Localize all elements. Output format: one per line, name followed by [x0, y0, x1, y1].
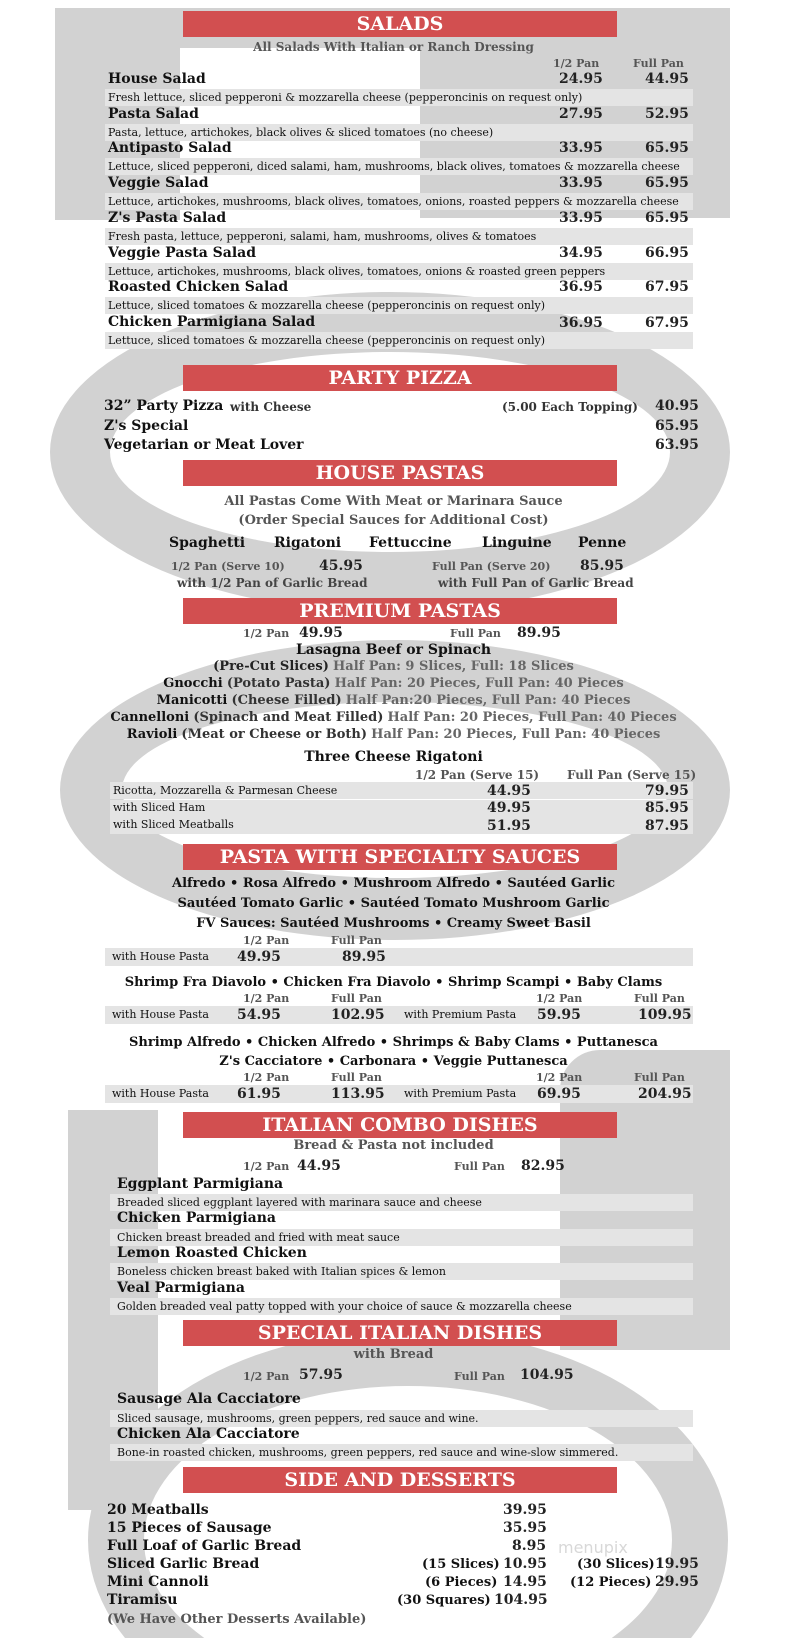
spec-house-half: 49.95 [237, 949, 281, 965]
combo-item-name: Lemon Roasted Chicken [117, 1245, 307, 1261]
premium-row-name: Cannelloni [110, 710, 190, 725]
salad-name: Chicken Parmigiana Salad [108, 314, 316, 330]
side-name: Full Loaf of Garlic Bread [107, 1538, 302, 1554]
spec-full-label: Full Pan [331, 1071, 382, 1084]
side-name: Mini Cannoli [107, 1574, 209, 1590]
salad-full-price: 44.95 [645, 71, 689, 87]
special-item-name: Chicken Ala Cacciatore [117, 1426, 300, 1442]
three-cheese-full-label: Full Pan (Serve 15) [567, 768, 697, 782]
side-price: 14.95 [503, 1574, 547, 1590]
three-cheese-half-label: 1/2 Pan (Serve 15) [415, 768, 540, 782]
side-name: Tiramisu [107, 1592, 178, 1608]
spec-half-label: 1/2 Pan [536, 992, 583, 1005]
spec-full-label: Full Pan [634, 1071, 685, 1084]
salad-name: Antipasto Salad [108, 140, 232, 156]
premium-row-paren: (Spinach and Meat Filled) [193, 710, 384, 725]
three-cheese-half-price: 51.95 [487, 818, 531, 834]
three-cheese-full-price: 87.95 [645, 818, 689, 834]
sauce-line: FV Sauces: Sautéed Mushrooms • Creamy Sweet Basil [196, 916, 591, 931]
combo-full-label: Full Pan [454, 1160, 505, 1173]
combo-item-desc: Golden breaded veal patty topped with your choice of sauce & mozzarella cheese [117, 1300, 572, 1313]
desserts-footer: (We Have Other Desserts Available) [107, 1612, 367, 1627]
salad-full-price: 52.95 [645, 106, 689, 122]
combo-banner: ITALIAN COMBO DISHES [183, 1112, 617, 1138]
house-pasta-label: with House Pasta [112, 1008, 209, 1021]
spec-half-label: 1/2 Pan [243, 1071, 290, 1084]
salads-half-label: 1/2 Pan [553, 57, 600, 70]
spec-house-full: 102.95 [331, 1007, 385, 1023]
combo-full-price: 82.95 [521, 1158, 565, 1174]
premium-row-paren: (Meat or Cheese or Both) [181, 727, 368, 742]
special-note: with Bread [353, 1347, 434, 1362]
lasagna-detail-counts: Half Pan: 9 Slices, Full: 18 Slices [333, 659, 574, 674]
three-cheese-full-price: 79.95 [645, 783, 689, 799]
combo-half-label: 1/2 Pan [243, 1160, 290, 1173]
salad-name: House Salad [108, 71, 206, 87]
pizza-price: 65.95 [655, 418, 699, 434]
premium-row-name: Ravioli [126, 727, 178, 742]
combo-item-desc: Chicken breast breaded and fried with meat sauce [117, 1231, 400, 1244]
side-price: 10.95 [503, 1556, 547, 1572]
premium-half-price: 49.95 [299, 625, 343, 641]
salad-name: Z's Pasta Salad [108, 210, 227, 226]
sauce-line: Z's Cacciatore • Carbonara • Veggie Puttanesca [219, 1054, 568, 1069]
premium-row-detail: Half Pan: 20 Pieces, Full Pan: 40 Pieces [387, 710, 677, 725]
premium-row-detail: Half Pan:20 Pieces, Full Pan: 40 Pieces [345, 693, 631, 708]
three-cheese-half-price: 44.95 [487, 783, 531, 799]
salad-desc: Lettuce, sliced tomatoes & mozzarella cheese (pepperoncinis on request only) [108, 299, 546, 312]
premium-row-paren: (Potato Pasta) [226, 676, 331, 691]
spec-house-half: 61.95 [237, 1086, 281, 1102]
premium-full-label: Full Pan [450, 627, 501, 640]
side-qty-large: (30 Slices) [577, 1557, 655, 1572]
special-item-desc: Bone-in roasted chicken, mushrooms, green peppers, red sauce and wine-slow simmered. [117, 1446, 619, 1459]
special-half-label: 1/2 Pan [243, 1370, 290, 1383]
side-name: Sliced Garlic Bread [107, 1556, 260, 1572]
sauce-line: Shrimp Alfredo • Chicken Alfredo • Shrimps & Baby Clams • Puttanesca [129, 1035, 658, 1050]
premium-row-detail: Half Pan: 20 Pieces, Full Pan: 40 Pieces [334, 676, 624, 691]
salad-full-price: 66.95 [645, 245, 689, 261]
spec-house-full: 89.95 [342, 949, 386, 965]
spec-full-label: Full Pan [331, 934, 382, 947]
premium-pasta-label: with Premium Pasta [404, 1008, 517, 1021]
spec-full-label: Full Pan [331, 992, 382, 1005]
spec-half-label: 1/2 Pan [243, 992, 290, 1005]
salad-half-price: 33.95 [559, 175, 603, 191]
three-cheese-half-price: 49.95 [487, 800, 531, 816]
salad-desc: Pasta, lettuce, artichokes, black olives & sliced tomatoes (no cheese) [108, 126, 494, 139]
spec-prem-half: 59.95 [537, 1007, 581, 1023]
special-half-price: 57.95 [299, 1367, 343, 1383]
salad-desc: Lettuce, sliced tomatoes & mozzarella cheese (pepperoncinis on request only) [108, 334, 546, 347]
house-half-label: 1/2 Pan (Serve 10) [171, 560, 285, 573]
salad-full-price: 65.95 [645, 175, 689, 191]
side-price: 39.95 [503, 1502, 547, 1518]
side-name: 15 Pieces of Sausage [107, 1520, 272, 1536]
combo-item-desc: Boneless chicken breast baked with Italian spices & lemon [117, 1265, 446, 1278]
three-cheese-title: Three Cheese Rigatoni [304, 749, 483, 765]
pasta-type: Linguine [482, 535, 552, 551]
premium-half-label: 1/2 Pan [243, 627, 290, 640]
combo-half-price: 44.95 [297, 1158, 341, 1174]
lasagna-title: Lasagna Beef or Spinach [295, 642, 492, 658]
three-cheese-desc: Ricotta, Mozzarella & Parmesan Cheese [113, 784, 338, 797]
spec-prem-full: 109.95 [638, 1007, 692, 1023]
sauce-line: Alfredo • Rosa Alfredo • Mushroom Alfredo • Sautéed Garlic [172, 876, 615, 891]
premium-row [0, 693, 787, 708]
special-banner: SPECIAL ITALIAN DISHES [183, 1320, 617, 1346]
house-full-note: with Full Pan of Garlic Bread [438, 576, 634, 590]
salad-desc: Lettuce, artichokes, mushrooms, black olives, tomatoes, onions & roasted green peppers [108, 265, 606, 278]
premium-full-price: 89.95 [517, 625, 561, 641]
side-price: 104.95 [494, 1592, 548, 1608]
three-cheese-full-price: 85.95 [645, 800, 689, 816]
sauce-line: Sautéed Tomato Garlic • Sautéed Tomato Mushroom Garlic [177, 896, 610, 911]
pizza-topping-note: (5.00 Each Topping) [502, 400, 638, 414]
spec-house-half: 54.95 [237, 1007, 281, 1023]
combo-item-name: Chicken Parmigiana [117, 1210, 276, 1226]
pasta-type: Spaghetti [169, 535, 246, 551]
salad-full-price: 67.95 [645, 279, 689, 295]
pasta-type: Fettuccine [369, 535, 452, 551]
pizza-name: 32” Party Pizza [104, 398, 224, 414]
salads-note: All Salads With Italian or Ranch Dressing [253, 40, 534, 54]
premium-row-detail: Half Pan: 20 Pieces, Full Pan: 40 Pieces [371, 727, 661, 742]
sides-banner: SIDE AND DESSERTS [183, 1467, 617, 1493]
salad-desc: Fresh lettuce, sliced pepperoni & mozzarella cheese (pepperoncinis on request only) [108, 91, 583, 104]
salad-half-price: 24.95 [559, 71, 603, 87]
premium-row [0, 676, 787, 691]
salad-full-price: 65.95 [645, 140, 689, 156]
combo-item-desc: Breaded sliced eggplant layered with marinara sauce and cheese [117, 1196, 482, 1209]
side-price: 35.95 [503, 1520, 547, 1536]
premium-row [0, 727, 787, 742]
salad-full-price: 67.95 [645, 315, 689, 331]
special-full-price: 104.95 [520, 1367, 574, 1383]
house-pasta-label: with House Pasta [112, 1087, 209, 1100]
house-half-note: with 1/2 Pan of Garlic Bread [177, 576, 368, 590]
house-full-price: 85.95 [580, 558, 624, 574]
salad-half-price: 27.95 [559, 106, 603, 122]
side-price-large: 19.95 [655, 1556, 699, 1572]
salads-banner: SALADS [183, 11, 617, 37]
pizza-name: Z's Special [104, 418, 189, 434]
pizza-price: 40.95 [655, 398, 699, 414]
salad-desc: Lettuce, artichokes, mushrooms, black olives, tomatoes, onions, roasted peppers & mozzarella cheese [108, 195, 679, 208]
premium-row [0, 710, 787, 725]
premium-row-name: Gnocchi [163, 676, 223, 691]
premium-row-paren: (Cheese Filled) [231, 693, 342, 708]
pizza-suffix: with Cheese [230, 400, 312, 414]
premium-pasta-label: with Premium Pasta [404, 1087, 517, 1100]
pizza-name: Vegetarian or Meat Lover [104, 437, 304, 453]
spec-full-label: Full Pan [634, 992, 685, 1005]
spec-house-full: 113.95 [331, 1086, 385, 1102]
salad-desc: Fresh pasta, lettuce, pepperoni, salami, ham, mushrooms, olives & tomatoes [108, 230, 537, 243]
salad-desc: Lettuce, sliced pepperoni, diced salami, ham, mushrooms, black olives, tomatoes & mozzarella cheese [108, 160, 680, 173]
combo-item-name: Eggplant Parmigiana [117, 1176, 284, 1192]
salad-name: Veggie Pasta Salad [108, 245, 257, 261]
party-pizza-banner: PARTY PIZZA [183, 365, 617, 391]
house-pastas-note: All Pastas Come With Meat or Marinara Sauce [224, 494, 563, 509]
house-full-label: Full Pan (Serve 20) [432, 560, 551, 573]
spec-half-label: 1/2 Pan [536, 1071, 583, 1084]
salad-name: Pasta Salad [108, 106, 199, 122]
spec-prem-half: 69.95 [537, 1086, 581, 1102]
house-half-price: 45.95 [319, 558, 363, 574]
three-cheese-desc: with Sliced Meatballs [113, 818, 234, 831]
side-qty: (30 Squares) [397, 1593, 491, 1608]
salads-full-label: Full Pan [633, 57, 684, 70]
salad-half-price: 36.95 [559, 279, 603, 295]
side-price-large: 29.95 [655, 1574, 699, 1590]
combo-note: Bread & Pasta not included [293, 1138, 494, 1153]
side-qty: (15 Slices) [422, 1557, 500, 1572]
lasagna-detail-paren: (Pre-Cut Slices) [213, 659, 329, 674]
spec-half-label: 1/2 Pan [243, 934, 290, 947]
combo-item-name: Veal Parmigiana [117, 1280, 245, 1296]
special-full-label: Full Pan [454, 1370, 505, 1383]
spec-prem-full: 204.95 [638, 1086, 692, 1102]
sauce-line: Shrimp Fra Diavolo • Chicken Fra Diavolo • Shrimp Scampi • Baby Clams [124, 975, 663, 990]
house-pastas-banner: HOUSE PASTAS [183, 460, 617, 486]
house-pasta-label: with House Pasta [112, 950, 209, 963]
pasta-type: Penne [578, 535, 627, 551]
special-item-name: Sausage Ala Cacciatore [117, 1391, 301, 1407]
side-price: 8.95 [512, 1538, 547, 1554]
specialty-banner: PASTA WITH SPECIALTY SAUCES [183, 844, 617, 870]
salad-half-price: 33.95 [559, 140, 603, 156]
side-qty-large: (12 Pieces) [570, 1575, 652, 1590]
three-cheese-desc: with Sliced Ham [113, 801, 206, 814]
pasta-type: Rigatoni [274, 535, 342, 551]
premium-pastas-banner: PREMIUM PASTAS [183, 598, 617, 624]
salad-name: Veggie Salad [108, 175, 209, 191]
salad-half-price: 34.95 [559, 245, 603, 261]
premium-row-name: Manicotti [156, 693, 228, 708]
salad-full-price: 65.95 [645, 210, 689, 226]
salad-half-price: 36.95 [559, 315, 603, 331]
house-pastas-note: (Order Special Sauces for Additional Cost) [238, 513, 549, 528]
salad-name: Roasted Chicken Salad [108, 279, 289, 295]
lasagna-detail [0, 659, 787, 674]
watermark-logo: menupix [558, 1538, 628, 1557]
salad-half-price: 33.95 [559, 210, 603, 226]
side-name: 20 Meatballs [107, 1502, 209, 1518]
special-item-desc: Sliced sausage, mushrooms, green peppers, red sauce and wine. [117, 1412, 479, 1425]
pizza-price: 63.95 [655, 437, 699, 453]
side-qty: (6 Pieces) [425, 1575, 498, 1590]
